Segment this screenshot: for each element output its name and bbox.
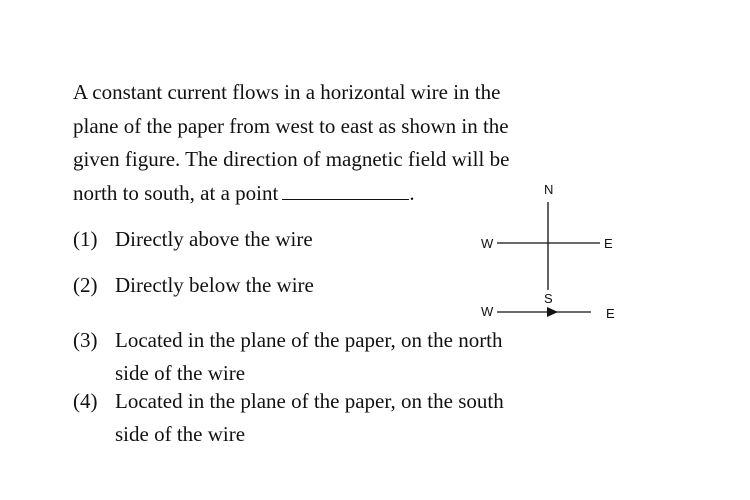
wire-east-label: E <box>606 306 615 321</box>
option-4-continuation: side of the wire <box>115 422 246 446</box>
option-3-continuation: side of the wire <box>115 361 246 385</box>
question-line-2: plane of the paper from west to east as shown in the <box>73 114 509 138</box>
wire-west-label: W <box>481 304 494 319</box>
wire-arrow-icon <box>547 307 558 317</box>
compass-north-label: N <box>544 182 554 197</box>
compass-east-label: E <box>604 236 613 251</box>
compass-west-label: W <box>481 236 494 251</box>
option-number: (2) <box>73 273 98 297</box>
question-line-4-text: north to south, at a point <box>73 181 279 205</box>
option-number: (4) <box>73 389 98 413</box>
option-text: Directly below the wire <box>115 273 314 297</box>
option-number: (1) <box>73 227 98 251</box>
option-number: (3) <box>73 328 98 352</box>
question-line-4-end: . <box>409 181 415 205</box>
option-text: Located in the plane of the paper, on the south <box>115 389 504 413</box>
question-line-3: given figure. The direction of magnetic field will be <box>73 147 510 171</box>
option-text: Directly above the wire <box>115 227 313 251</box>
compass-south-label: S <box>544 291 553 306</box>
option-text: Located in the plane of the paper, on the north <box>115 328 503 352</box>
question-line-1: A constant current flows in a horizontal wire in the <box>73 80 501 104</box>
